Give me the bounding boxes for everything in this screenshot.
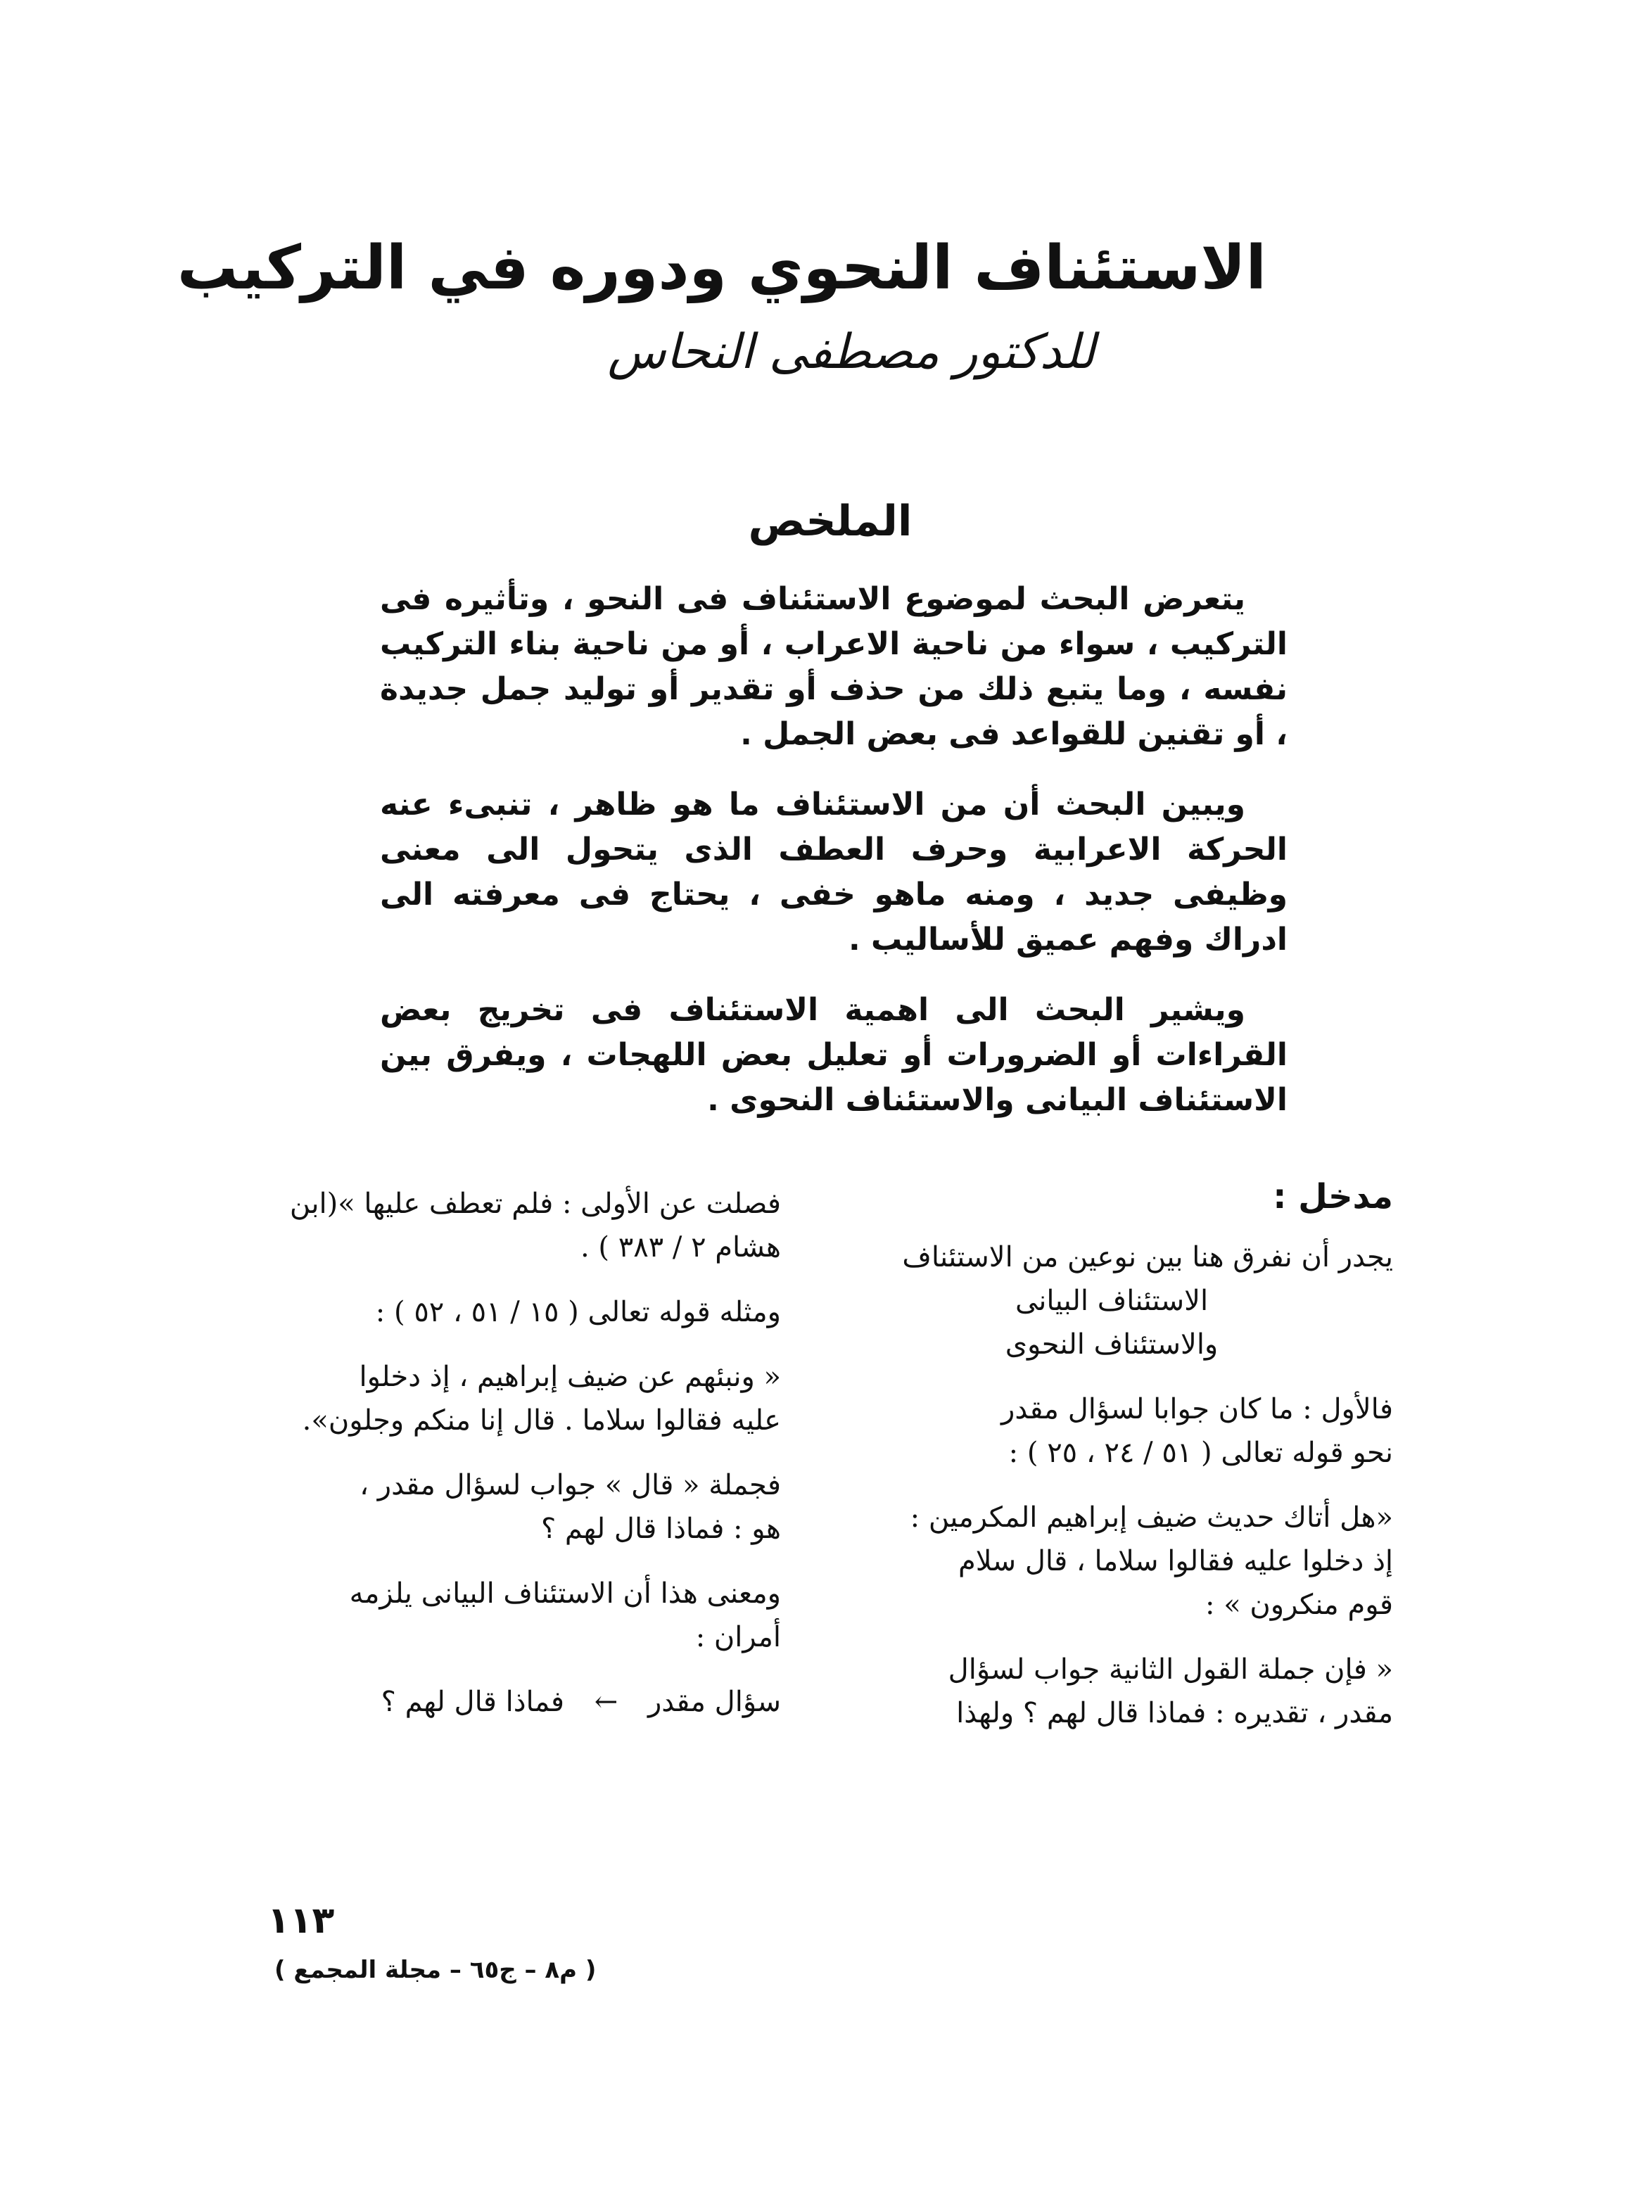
type-nahwi: والاستئناف النحوى bbox=[1005, 1328, 1219, 1361]
scheme-answer: فماذا قال لهم ؟ bbox=[381, 1686, 564, 1718]
footer-note: ( م٨ – ج٦٥ – مجلة المجمع ) bbox=[274, 1956, 597, 1984]
abstract-body bbox=[380, 577, 1288, 1148]
abstract-paragraph-3: ويشير البحث الى اهمية الاستئناف فى تخريج بعض القراءات أو الضرورات أو تعليل بعض اللهجات ، ويفرق بين الاستئناف البيانى والاستئناف النحوى . bbox=[380, 992, 1288, 1118]
text-line: « فإن جملة القول الثانية جواب لسؤال bbox=[948, 1653, 1393, 1686]
text-line: فجملة « قال » جواب لسؤال مقدر ، bbox=[360, 1469, 781, 1501]
text-line: هشام ٢ / ٣٨٣ ) . bbox=[580, 1231, 781, 1264]
text-line: قوم منكرون » : bbox=[1205, 1589, 1393, 1621]
arrow-icon: ← bbox=[594, 1686, 618, 1718]
text-line: إذ دخلوا عليه فقالوا سلاما ، قال سلام bbox=[958, 1545, 1393, 1577]
example-intro: ومثله قوله تعالى ( ١٥ / ٥١ ، ٥٢ ) : bbox=[375, 1296, 781, 1328]
quran-quote-2 bbox=[218, 1355, 781, 1442]
text-line: أمران : bbox=[695, 1621, 781, 1653]
article-title: الاستئناف النحوي ودوره في التركيب bbox=[177, 233, 1266, 303]
text-line: «هل أتاك حديث ضيف إبراهيم المكرمين : bbox=[910, 1501, 1393, 1534]
scheme-line bbox=[218, 1680, 781, 1724]
scheme-question: سؤال مقدر bbox=[647, 1686, 781, 1718]
abstract-paragraph-2: ويبين البحث أن من الاستئناف ما هو ظاهر ، تنبىء عنه الحركة الاعرابية وحرف العطف الذى يتحول الى معنى وظيفى جديد ، ومنه ماهو خفى ، يحتاج فى معرفته الى ادراك وفهم عميق للأساليب . bbox=[380, 787, 1288, 958]
section-heading-intro: مدخل : bbox=[1273, 1177, 1393, 1216]
conclusion-paragraph bbox=[218, 1572, 781, 1659]
text-line: هو : فماذا قال لهم ؟ bbox=[540, 1513, 781, 1545]
text-line: « ونبئهم عن ضيف إبراهيم ، إذ دخلوا bbox=[359, 1361, 781, 1393]
page-number: ١١٣ bbox=[267, 1900, 335, 1942]
left-column bbox=[218, 1182, 781, 1745]
text-line: مقدر ، تقديره : فماذا قال لهم ؟ ولهذا bbox=[956, 1697, 1393, 1729]
quran-quote-1 bbox=[830, 1496, 1393, 1627]
type-bayani: الاستئناف البيانى bbox=[1015, 1285, 1209, 1317]
text-line: ومعنى هذا أن الاستئناف البيانى يلزمه bbox=[349, 1577, 781, 1610]
text-line: عليه فقالوا سلاما . قال إنا منكم وجلون». bbox=[302, 1404, 781, 1437]
answer-paragraph bbox=[218, 1463, 781, 1551]
article-author: للدكتور مصطفى النحاس bbox=[607, 324, 1095, 380]
explanation-paragraph bbox=[830, 1648, 1393, 1735]
abstract-paragraph-1: يتعرض البحث لموضوع الاستئناف فى النحو ، وتأثيره فى التركيب ، سواء من ناحية الاعراب ، أو من ناحية بناء التركيب نفسه ، وما يتبع ذلك من حذف أو تقدير أو توليد جمل جديدة ، أو تقنين للقواعد فى بعض الجمل . bbox=[380, 581, 1288, 752]
intro-paragraph bbox=[830, 1235, 1393, 1366]
first-type-paragraph bbox=[830, 1387, 1393, 1475]
abstract-heading: الملخص bbox=[748, 497, 913, 546]
continuation-paragraph bbox=[218, 1182, 781, 1269]
text-line: نحو قوله تعالى ( ٥١ / ٢٤ ، ٢٥ ) : bbox=[1008, 1437, 1393, 1469]
text-line: فصلت عن الأولى : فلم تعطف عليها »(ابن bbox=[289, 1188, 781, 1220]
right-column bbox=[830, 1175, 1393, 1756]
text-line: فالأول : ما كان جوابا لسؤال مقدر bbox=[1001, 1393, 1393, 1425]
intro-line: يجدر أن نفرق هنا بين نوعين من الاستئناف bbox=[902, 1241, 1393, 1273]
